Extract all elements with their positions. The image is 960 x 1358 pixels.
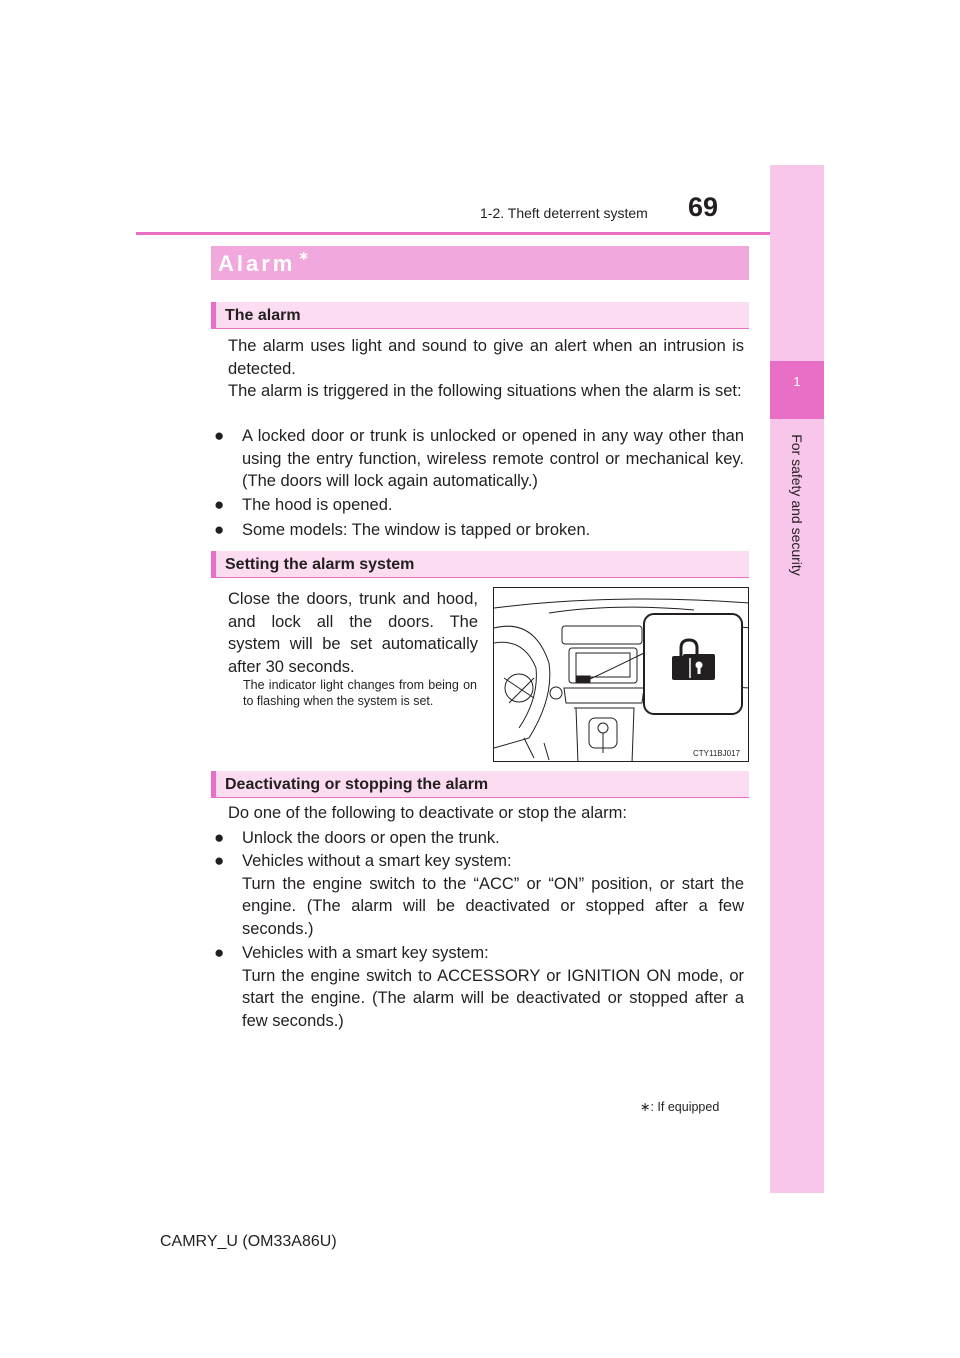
- deactivate-item-text: Unlock the doors or open the trunk.: [242, 829, 500, 847]
- trigger-item-text: A locked door or trunk is unlocked or opened in any way other than using the entry function, wireless remote control or mechanical key. (The doors will lock again automatically.): [242, 427, 744, 490]
- header-rule: [136, 232, 824, 235]
- deactivate-intro: Do one of the following to deactivate or stop the alarm:: [228, 804, 627, 822]
- document-footer: CAMRY_U (OM33A86U): [160, 1233, 337, 1250]
- deactivate-item-detail: Turn the engine switch to ACCESSORY or IGNITION ON mode, or start the engine. (The alarm will be deactivated or stopped after a few seconds.): [242, 966, 744, 1030]
- chapter-tab-marker: [770, 361, 824, 419]
- alarm-trigger-intro: The alarm is triggered in the following situations when the alarm is set:: [228, 382, 742, 400]
- bullet-icon: ●: [214, 943, 225, 962]
- trigger-item-text: The hood is opened.: [242, 496, 393, 514]
- bullet-icon: ●: [214, 851, 225, 870]
- indicator-note: The indicator light changes from being on to flashing when the system is set.: [243, 678, 477, 708]
- running-header-section: 1-2. Theft deterrent system: [480, 205, 648, 221]
- subheading-setting-alarm: [211, 551, 749, 578]
- deactivate-item-text: [242, 942, 744, 1032]
- dashboard-illustration: [493, 587, 749, 762]
- if-equipped-footnote: ∗: If equipped: [640, 1100, 720, 1114]
- chapter-tab-strip: [770, 165, 824, 1193]
- bullet-icon: ●: [214, 828, 225, 847]
- bullet-icon: ●: [214, 426, 225, 445]
- alarm-description: The alarm uses light and sound to give an alert when an intrusion is detected.: [228, 337, 744, 378]
- bullet-icon: ●: [214, 495, 225, 514]
- deactivate-item-text: [242, 850, 744, 940]
- trigger-item-text: Some models: The window is tapped or broken.: [242, 521, 591, 539]
- subheading-the-alarm: [211, 302, 749, 329]
- subheading-text: Setting the alarm system: [225, 556, 415, 573]
- page-number: 69: [688, 192, 719, 222]
- deactivate-item-heading: Vehicles with a smart key system:: [242, 944, 489, 962]
- subheading-deactivating: [211, 771, 749, 798]
- if-equipped-marker: ∗: [298, 248, 313, 263]
- page-title-text: Alarm: [218, 251, 296, 276]
- deactivate-item-detail: Turn the engine switch to the “ACC” or “ON” position, or start the engine. (The alarm will be deactivated or stopped after a few seconds.): [242, 874, 744, 938]
- chapter-title: For safety and security: [789, 434, 805, 576]
- figure-code: CTY11BJ017: [693, 749, 740, 758]
- setting-instructions: Close the doors, trunk and hood, and lock all the doors. The system will be set automatically after 30 seconds.: [228, 590, 478, 676]
- deactivate-item-heading: Vehicles without a smart key system:: [242, 852, 512, 870]
- subheading-text: Deactivating or stopping the alarm: [225, 776, 489, 793]
- bullet-icon: ●: [214, 520, 225, 539]
- chapter-number: 1: [793, 374, 801, 389]
- dashboard-drawing: [494, 588, 749, 762]
- page-title: [218, 248, 313, 277]
- subheading-text: The alarm: [225, 307, 301, 324]
